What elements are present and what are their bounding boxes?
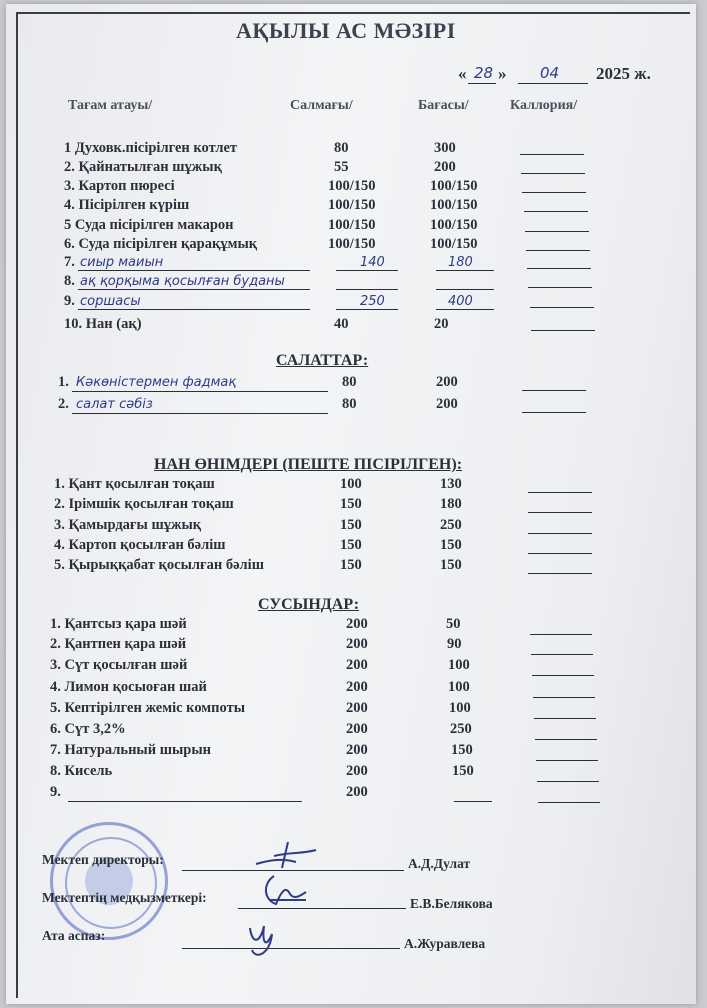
bakery-item-price: 180 [440,496,462,512]
calorie-blank-line [528,573,592,574]
calorie-blank-line [528,287,592,288]
calorie-blank-line [536,760,598,761]
calorie-blank-line [528,533,592,534]
header-calories: Каллория/ [510,98,578,113]
salad-label: 1. [58,374,69,390]
drink-weight: 200 [346,636,368,652]
salad-price: 200 [436,396,458,412]
date-day: 28 [474,64,494,82]
weight-write-line [336,270,398,271]
salad-weight: 80 [342,374,357,390]
dish-label: 1 Духовк.пісірілген котлет [64,140,238,156]
school-stamp [50,822,168,940]
date-close-quote: » [498,64,507,83]
calorie-blank-line [526,250,590,251]
dish-label: 4. Пісірілген күріш [64,197,190,213]
dish-price: 20 [434,316,449,332]
dish-handwritten-name: соршасы [80,294,141,309]
dish-weight: 100/150 [328,217,376,233]
drink-label: 6. Сүт 3,2% [50,721,126,737]
dish-weight: 100/150 [328,197,376,213]
drink-label: 5. Кептірілген жеміс компоты [50,700,246,716]
dish-weight: 40 [334,316,349,332]
drink-weight: 200 [346,616,368,632]
calorie-blank-line [527,268,591,269]
dish-weight: 100/150 [328,236,376,252]
dish-label: 3. Картоп пюресі [64,178,175,194]
calorie-blank-line [534,718,596,719]
bakery-item-price: 130 [440,476,462,492]
bakery-item-price: 250 [440,517,462,533]
date-month: 04 [540,64,560,82]
calorie-blank-line [522,192,586,193]
header-name: Тағам атауы/ [68,98,153,113]
salad-price: 200 [436,374,458,390]
calorie-blank-line [531,330,595,331]
calorie-blank-line [528,512,592,513]
dish-handwritten-name: сиыр маиын [80,255,164,270]
date-year: 2025 ж. [596,64,651,83]
dish-write-line [78,309,310,310]
dish-weight: 140 [360,255,385,270]
drink-price: 100 [449,700,471,716]
drink-price: 150 [452,763,474,779]
drink-weight: 200 [346,657,368,673]
bakery-item-weight: 150 [340,537,362,553]
signature-name-director: А.Д.Дулат [408,856,471,871]
dish-handwritten-name: ақ қорқыма қосылған буданы [80,274,285,289]
drink-write-line [68,801,302,802]
dish-price: 400 [448,294,473,309]
signature-name-nurse: Е.В.Белякова [410,896,493,911]
bakery-item-weight: 150 [340,557,362,573]
bakery-item-label: 1. Қант қосылған тоқаш [54,476,215,492]
salad-label: 2. [58,396,69,412]
price-write-line [436,289,494,290]
dish-weight: 250 [360,294,385,309]
dish-label: 2. Қайнатылған шұжық [64,159,222,175]
calorie-blank-line [531,654,593,655]
dish-price: 100/150 [430,178,478,194]
price-write-line [436,270,494,271]
calorie-blank-line [535,739,597,740]
signature-nurse-icon [256,870,316,914]
header-price: Бағасы/ [418,98,469,113]
drink-label: 2. Қантпен қара шәй [50,636,187,652]
calorie-blank-line [533,697,595,698]
drink-label: 1. Қантсыз қара шәй [50,616,187,632]
drinks-heading: СУСЫНДАР: [258,596,360,613]
page-title: АҚЫЛЫ АС МӘЗІРІ [236,18,456,43]
dish-weight: 100/150 [328,178,376,194]
bakery-item-weight: 150 [340,517,362,533]
dish-label: 10. Нан (ақ) [64,316,142,332]
weight-write-line [336,309,398,310]
calorie-blank-line [524,211,588,212]
calorie-blank-line [537,781,599,782]
drink-label: 3. Сүт қосылған шәй [50,657,188,673]
menu-sheet [6,4,696,1004]
salad-write-line [72,391,328,392]
dish-weight: 55 [334,159,349,175]
bakery-item-label: 3. Қамырдағы шұжық [54,517,202,533]
signature-role-chef: Ата аспаз: [42,928,106,943]
drink-label: 4. Лимон қосыоған шай [50,679,207,695]
drink-weight: 200 [346,742,368,758]
calorie-blank-line [532,675,594,676]
calorie-blank-line [538,802,600,803]
signature-line-chef [182,948,400,949]
dish-price: 180 [448,255,473,270]
bakery-item-weight: 150 [340,496,362,512]
salad-weight: 80 [342,396,357,412]
dish-write-line [78,270,310,271]
drink-label: 7. Натуральный шырын [50,742,212,758]
bakery-heading: НАН ӨНІМДЕРІ (ПЕШТЕ ПІСІРІЛГЕН): [154,456,463,473]
dish-price: 100/150 [430,217,478,233]
dish-write-line [78,289,310,290]
dish-label: 8. [64,273,75,289]
drink-label: 8. Кисель [50,763,113,779]
bakery-item-label: 4. Картоп қосылған бәліш [54,537,226,553]
date-day-line [468,83,496,84]
calorie-blank-line [520,154,584,155]
bakery-item-price: 150 [440,557,462,573]
dish-label: 7. [64,254,75,270]
drink-weight: 200 [346,700,368,716]
signature-director-icon [252,838,322,874]
bakery-item-weight: 100 [340,476,362,492]
header-weight: Салмағы/ [290,98,353,113]
salad-handwritten-name: салат сәбіз [76,397,153,412]
drink-price: 50 [446,616,461,632]
dish-price: 200 [434,159,456,175]
bakery-item-label: 5. Қырыққабат қосылған бәліш [54,557,264,573]
dish-price: 100/150 [430,236,478,252]
calorie-blank-line [521,173,585,174]
calorie-blank-line [528,553,592,554]
signature-name-chef: А.Журавлева [404,936,486,951]
bakery-item-price: 150 [440,537,462,553]
salad-write-line [72,413,328,414]
calorie-blank-line [525,231,589,232]
dish-label: 5 Суда пісірілген макарон [64,217,234,233]
drink-weight: 200 [346,721,368,737]
drink-price: 100 [448,679,470,695]
dish-price: 100/150 [430,197,478,213]
calorie-blank-line [530,634,592,635]
date-month-line [518,83,588,84]
calorie-blank-line [528,492,592,493]
drink-price: 250 [450,721,472,737]
drink-label: 9. [50,784,61,800]
signature-chef-icon [242,914,288,964]
dish-weight: 80 [334,140,349,156]
drink-price: 100 [448,657,470,673]
drink-price: 150 [451,742,473,758]
price-write-line [454,801,492,802]
signature-role-nurse: Мектептің медқызметкері: [42,890,207,905]
dish-label: 6. Суда пісірілген қарақұмық [64,236,258,252]
price-write-line [436,309,494,310]
calorie-blank-line [530,307,594,308]
salad-handwritten-name: Кәкөністермен фадмақ [76,375,237,390]
drink-weight: 200 [346,679,368,695]
weight-write-line [336,289,398,290]
bakery-item-label: 2. Ірімшік қосылған тоқаш [54,496,234,512]
date-open-quote: « [458,64,467,83]
signature-role-director: Мектеп директоры: [42,852,164,867]
drink-weight: 200 [346,784,368,800]
drink-price: 90 [447,636,462,652]
calorie-blank-line [522,390,586,391]
dish-label: 9. [64,293,75,309]
calorie-blank-line [522,412,586,413]
salads-heading: САЛАТТАР: [276,352,369,369]
dish-price: 300 [434,140,456,156]
drink-weight: 200 [346,763,368,779]
